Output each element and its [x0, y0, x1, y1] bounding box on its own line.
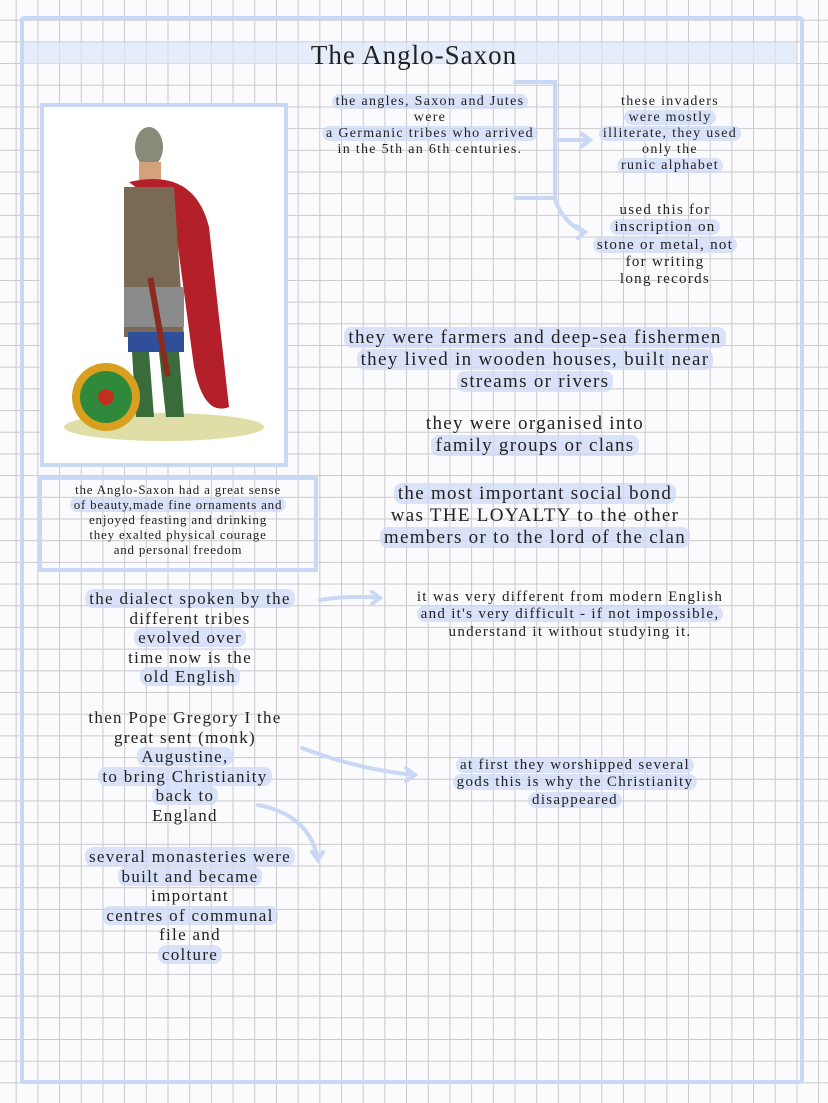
- text-line: disappeared: [528, 792, 622, 808]
- text-line: colture: [158, 945, 222, 964]
- text-line: then Pope Gregory I the: [88, 708, 282, 727]
- text-line: were mostly: [624, 110, 715, 125]
- text-line: back to: [152, 786, 219, 805]
- text-line: the Anglo-Saxon had a great sense: [75, 482, 281, 497]
- text-line: these invaders: [621, 94, 719, 109]
- text-line: old English: [140, 667, 240, 686]
- runic-use-text: [580, 202, 750, 288]
- text-line: time now is the: [128, 647, 252, 667]
- text-line: it was very different from modern English: [416, 589, 724, 605]
- text-line: and it's very difficult - if not impossible,: [417, 606, 724, 622]
- arrow-right-icon: [320, 592, 380, 604]
- text-line: a Germanic tribes who arrived: [322, 126, 538, 141]
- text-line: family groups or clans: [431, 435, 638, 456]
- invaders-text: [585, 94, 755, 174]
- text-line: were: [413, 110, 447, 126]
- text-line: centres of communal: [102, 906, 277, 925]
- text-line: was THE LOYALTY to the other: [390, 504, 680, 526]
- text-line: great sent (monk): [113, 727, 256, 747]
- text-line: of beauty,made fine ornaments and: [70, 497, 287, 512]
- text-line: the dialect spoken by the: [85, 589, 295, 608]
- dialect-text: [60, 589, 320, 687]
- farmers-text: [300, 327, 770, 393]
- arrow-right-icon: [302, 748, 415, 781]
- text-line: the angles, Saxon and Jutes: [332, 94, 529, 109]
- text-line: for writing: [625, 253, 705, 270]
- text-line: used this for: [619, 202, 711, 218]
- pope-text: [60, 708, 310, 825]
- monasteries-text: [60, 847, 320, 964]
- text-line: runic alphabet: [617, 158, 723, 173]
- text-line: several monasteries were: [85, 847, 295, 866]
- text-line: they were organised into: [425, 413, 645, 434]
- text-line: in the 5th an 6th centuries.: [337, 142, 523, 158]
- text-line: inscription on: [610, 219, 719, 235]
- text-line: they exalted physical courage: [89, 526, 267, 542]
- text-line: and personal freedom: [113, 541, 243, 557]
- text-line: enjoyed feasting and drinking: [88, 511, 268, 527]
- text-line: built and became: [118, 867, 263, 886]
- text-line: evolved over: [134, 628, 246, 647]
- text-line: Augustine,: [137, 747, 232, 766]
- text-line: at first they worshipped several: [456, 757, 694, 773]
- text-line: they were farmers and deep-sea fishermen: [344, 327, 725, 348]
- text-line: long records: [619, 271, 711, 287]
- text-line: stone or metal, not: [593, 237, 737, 253]
- text-line: members or to the lord of the clan: [380, 527, 690, 548]
- text-line: gods this is why the Christianity: [453, 774, 698, 790]
- loyalty-text: [300, 483, 770, 549]
- text-line: only the: [642, 142, 698, 158]
- text-line: England: [152, 805, 218, 825]
- tribes-text: [300, 94, 560, 158]
- text-line: understand it without studying it.: [448, 623, 692, 640]
- text-line: to bring Christianity: [98, 767, 271, 786]
- text-line: they lived in wooden houses, built near: [357, 349, 714, 370]
- gods-text: [410, 757, 740, 809]
- text-line: different tribes: [129, 608, 251, 628]
- text-line: the most important social bond: [394, 483, 676, 504]
- text-line: streams or rivers: [457, 371, 614, 392]
- different-text: [380, 589, 760, 641]
- text-line: file and: [159, 925, 221, 945]
- clans-text: [300, 413, 770, 457]
- text-line: illiterate, they used: [599, 126, 741, 141]
- text-line: important: [151, 886, 229, 906]
- page-title: The Anglo-Saxon: [310, 40, 518, 70]
